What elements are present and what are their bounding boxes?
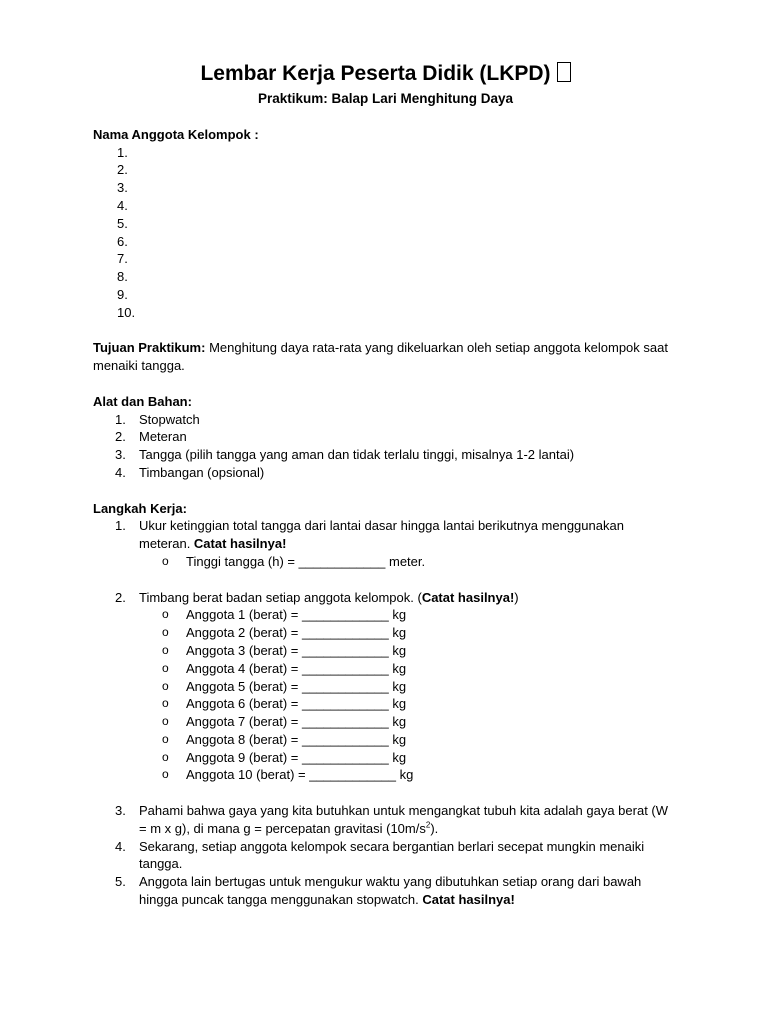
spacer	[93, 482, 678, 500]
step-number: 1.	[115, 518, 126, 534]
step-item-1	[93, 517, 678, 553]
tool-number: 4.	[115, 464, 126, 480]
step-item-2	[93, 589, 678, 607]
superscript: 2	[425, 820, 431, 830]
member-number: 9.	[117, 286, 128, 302]
bullet-icon: o	[162, 767, 169, 782]
steps-list	[93, 589, 678, 607]
tool-text: Meteran	[139, 429, 187, 445]
bullet-icon: o	[162, 660, 169, 675]
member-item	[93, 286, 678, 304]
member-number: 3.	[117, 180, 128, 196]
weight-blank-text: Anggota 4 (berat) = ____________ kg	[186, 660, 407, 676]
step-text-close: )	[514, 589, 519, 605]
height-blank-item	[93, 553, 678, 571]
member-number: 5.	[117, 215, 128, 231]
member-item	[93, 179, 678, 197]
weight-blank-text: Anggota 7 (berat) = ____________ kg	[186, 714, 407, 730]
member-item	[93, 233, 678, 251]
bullet-icon: o	[162, 731, 169, 746]
weight-blank-text: Anggota 5 (berat) = ____________ kg	[186, 678, 407, 694]
bullet-icon: o	[162, 696, 169, 711]
weight-blank-item	[93, 624, 678, 642]
weight-blank-text: Anggota 10 (berat) = ____________ kg	[186, 767, 414, 783]
weight-blank-text: Anggota 1 (berat) = ____________ kg	[186, 607, 407, 623]
weight-blank-item	[93, 713, 678, 731]
member-item	[93, 250, 678, 268]
bullet-icon: o	[162, 714, 169, 729]
members-list	[93, 144, 678, 322]
steps-list	[93, 802, 678, 909]
tool-item	[93, 464, 678, 482]
step-number: 3.	[115, 803, 126, 819]
weight-blank-item	[93, 766, 678, 784]
step-text: Timbang berat badan setiap anggota kelompok. (	[139, 589, 422, 605]
tool-number: 3.	[115, 447, 126, 463]
member-item	[93, 161, 678, 179]
tool-number: 2.	[115, 429, 126, 445]
members-label: Nama Anggota Kelompok :	[93, 126, 259, 142]
tool-item	[93, 446, 678, 464]
step-emphasis: Catat hasilnya!	[422, 892, 515, 908]
bullet-icon: o	[162, 625, 169, 640]
weight-blank-text: Anggota 6 (berat) = ____________ kg	[186, 696, 407, 712]
tool-text: Timbangan (opsional)	[139, 464, 265, 480]
step-number: 4.	[115, 838, 126, 854]
tool-item	[93, 428, 678, 446]
bullet-icon: o	[162, 678, 169, 693]
spacer	[93, 322, 678, 340]
weight-blank-item	[93, 660, 678, 678]
step-emphasis: Catat hasilnya!	[193, 536, 287, 552]
weight-blank-text: Anggota 8 (berat) = ____________ kg	[186, 731, 407, 747]
step-text: Ukur ketinggian total tangga dari lantai dasar hingga lantai berikutnya menggunakan meteran.	[139, 518, 624, 552]
step1-sublist	[93, 553, 678, 571]
member-number: 8.	[117, 269, 128, 285]
member-item	[93, 268, 678, 286]
weight-blank-item	[93, 749, 678, 767]
member-item	[93, 215, 678, 233]
objective-text: Menghitung daya rata-rata yang dikeluarkan oleh setiap anggota kelompok saat menaiki tangga.	[93, 340, 668, 374]
step-item-3	[93, 802, 678, 838]
tool-item	[93, 411, 678, 429]
step-text: Anggota lain bertugas untuk mengukur waktu yang dibutuhkan setiap orang dari bawah hingga puncak tangga menggunakan stopwatch.	[139, 874, 642, 908]
weight-blank-item	[93, 731, 678, 749]
member-number: 7.	[117, 251, 128, 267]
member-number: 4.	[117, 197, 128, 213]
missing-glyph-icon	[557, 62, 571, 82]
steps-list	[93, 517, 678, 553]
worksheet-subtitle: Praktikum: Balap Lari Menghitung Daya	[257, 91, 514, 106]
weight-sublist	[93, 606, 678, 784]
member-number: 1.	[117, 144, 128, 160]
bullet-icon: o	[162, 642, 169, 657]
weight-blank-item	[93, 642, 678, 660]
step-text: Pahami bahwa gaya yang kita butuhkan untuk mengangkat tubuh kita adalah gaya berat (W = m x g), di mana g = percepatan gravitasi (10m/s	[139, 803, 669, 836]
member-number: 2.	[117, 162, 128, 178]
step-number: 2.	[115, 589, 126, 605]
tools-list	[93, 411, 678, 482]
member-number: 6.	[117, 233, 128, 249]
step-emphasis: Catat hasilnya!	[421, 589, 515, 605]
tools-label: Alat dan Bahan:	[93, 393, 192, 409]
weight-blank-text: Anggota 3 (berat) = ____________ kg	[186, 642, 407, 658]
step-item-5	[93, 873, 678, 909]
bullet-icon: o	[162, 749, 169, 764]
weight-blank-item	[93, 695, 678, 713]
member-item	[93, 197, 678, 215]
step-number: 5.	[115, 874, 126, 890]
spacer	[93, 571, 678, 589]
spacer	[93, 375, 678, 393]
step-text-end: ).	[430, 820, 439, 836]
member-number: 10.	[117, 304, 136, 320]
bullet-icon: o	[162, 553, 169, 568]
objective-paragraph	[93, 339, 678, 375]
bullet-icon: o	[162, 607, 169, 622]
weight-blank-text: Anggota 2 (berat) = ____________ kg	[186, 625, 407, 641]
member-item	[93, 304, 678, 322]
weight-blank-item	[93, 678, 678, 696]
steps-label: Langkah Kerja:	[93, 500, 187, 516]
spacer	[93, 784, 678, 802]
member-item	[93, 144, 678, 162]
step-text: Sekarang, setiap anggota kelompok secara bergantian berlari secepat mungkin menaiki tangga.	[139, 838, 645, 872]
worksheet-title-text: Lembar Kerja Peserta Didik (LKPD)	[200, 62, 551, 85]
tool-text: Tangga (pilih tangga yang aman dan tidak terlalu tinggi, misalnya 1-2 lantai)	[139, 447, 575, 463]
step-item-4	[93, 838, 678, 874]
objective-label: Tujuan Praktikum:	[93, 340, 206, 356]
weight-blank-item	[93, 606, 678, 624]
tool-number: 1.	[115, 411, 126, 427]
weight-blank-text: Anggota 9 (berat) = ____________ kg	[186, 749, 407, 765]
tool-text: Stopwatch	[139, 411, 200, 427]
worksheet-title	[93, 60, 678, 88]
height-blank-text: Tinggi tangga (h) = ____________ meter.	[186, 553, 426, 569]
